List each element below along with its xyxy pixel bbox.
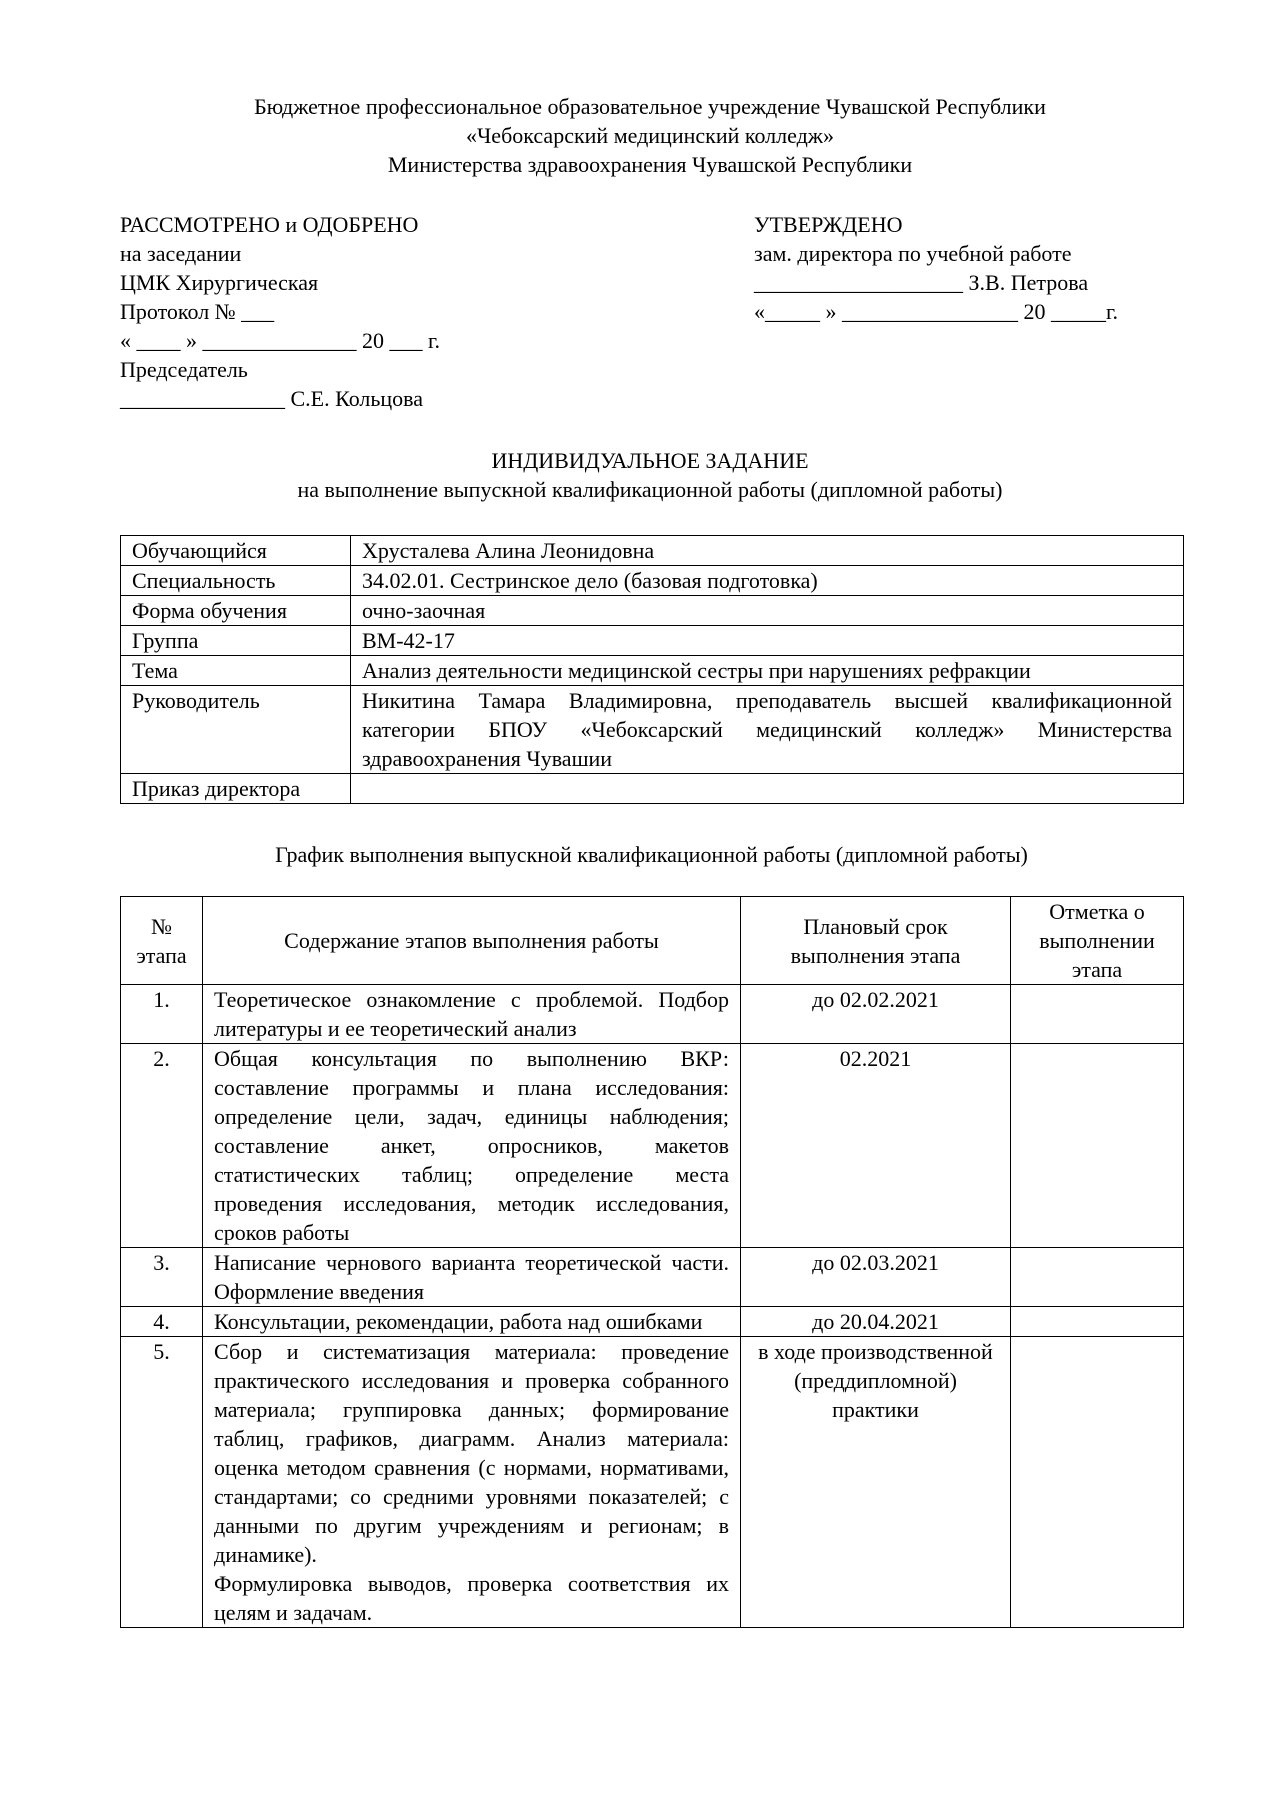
task-title: ИНДИВИДУАЛЬНОЕ ЗАДАНИЕ <box>491 448 809 473</box>
approval-right-title: УТВЕРЖДЕНО <box>754 212 903 237</box>
approval-right-line-3: «_____ » ________________ 20 _____г. <box>754 299 1119 324</box>
info-label: Тема <box>121 656 351 686</box>
stage-number: 3. <box>121 1248 203 1307</box>
info-value: Хрусталева Алина Леонидовна <box>351 536 1184 566</box>
approval-left-line-3: Протокол № ___ <box>120 299 275 324</box>
header-content: Содержание этапов выполнения работы <box>203 897 741 985</box>
schedule-table <box>120 896 1184 1628</box>
approval-block-reviewed <box>120 210 620 413</box>
header-line-2: «Чебоксарский медицинский колледж» <box>466 123 834 148</box>
stage-number: 4. <box>121 1307 203 1337</box>
table-row <box>121 1248 1184 1307</box>
table-row <box>121 566 1184 596</box>
stage-number: 1. <box>121 985 203 1044</box>
stage-deadline: до 02.03.2021 <box>741 1248 1011 1307</box>
student-info-table <box>120 535 1184 804</box>
table-row <box>121 1307 1184 1337</box>
stage-deadline: в ходе производственной (преддипломной) практики <box>741 1337 1011 1628</box>
info-label: Форма обучения <box>121 596 351 626</box>
stage-number: 5. <box>121 1337 203 1628</box>
stage-content: Теоретическое ознакомление с проблемой. Подбор литературы и ее теоретический анализ <box>203 985 741 1044</box>
approval-left-line-4: « ____ » ______________ 20 ___ г. <box>120 328 441 353</box>
table-row <box>121 626 1184 656</box>
info-value: Никитина Тамара Владимировна, преподаватель высшей квалификационной категории БПОУ «Чебоксарский медицинский колледж» Министерства здравоохранения Чувашии <box>351 686 1184 774</box>
stage-mark <box>1011 1307 1184 1337</box>
table-row <box>121 596 1184 626</box>
approval-left-line-2: ЦМК Хирургическая <box>120 270 319 295</box>
approval-left-line-1: на заседании <box>120 241 242 266</box>
table-row <box>121 686 1184 774</box>
stage-content: Сбор и систематизация материала: проведение практического исследования и проверка собранного материала; группировка данных; формирование таблиц, графиков, диаграмм. Анализ материала: оценка методом сравнения (с нормами, нормативами, стандартами; со средними уровнями показателей; с данными по другим учреждениям и регионам; в динамике). <box>214 1339 729 1567</box>
table-row <box>121 774 1184 804</box>
stage-mark <box>1011 1044 1184 1248</box>
stage-mark <box>1011 1248 1184 1307</box>
stage-content: Общая консультация по выполнению ВКР: составление программы и плана исследования: определение цели, задач, единицы наблюдения; составление анкет, опросников, макетов статистических таблиц; определение места проведения исследования, методик исследования, сроков работы <box>203 1044 741 1248</box>
info-label: Обучающийся <box>121 536 351 566</box>
stage-deadline: 02.2021 <box>741 1044 1011 1248</box>
task-heading <box>120 446 1180 504</box>
approval-left-title: РАССМОТРЕНО и ОДОБРЕНО <box>120 212 419 237</box>
approval-left-line-5: Председатель <box>120 357 248 382</box>
table-row <box>121 656 1184 686</box>
stage-content: Консультации, рекомендации, работа над ошибками <box>203 1307 741 1337</box>
stage-content-conclusion: Формулировка выводов, проверка соответствия их целям и задачам. <box>214 1571 729 1625</box>
info-value: очно-заочная <box>351 596 1184 626</box>
table-header-row <box>121 897 1184 985</box>
stage-number: 2. <box>121 1044 203 1248</box>
info-value: Анализ деятельности медицинской сестры при нарушениях рефракции <box>351 656 1184 686</box>
table-row <box>121 536 1184 566</box>
stage-mark <box>1011 985 1184 1044</box>
header-line-1: Бюджетное профессиональное образовательное учреждение Чувашской Республики <box>254 94 1046 119</box>
approval-right-line-2: ___________________ З.В. Петрова <box>754 270 1089 295</box>
approval-left-line-6: _______________ С.Е. Кольцова <box>120 386 424 411</box>
header-completion-mark: Отметка о выполнении этапа <box>1011 897 1184 985</box>
info-label: Группа <box>121 626 351 656</box>
stage-deadline: до 20.04.2021 <box>741 1307 1011 1337</box>
stage-content-cell <box>203 1337 741 1628</box>
table-row <box>121 985 1184 1044</box>
info-label: Приказ директора <box>121 774 351 804</box>
institution-header <box>120 92 1180 179</box>
task-subtitle: на выполнение выпускной квалификационной работы (дипломной работы) <box>297 477 1003 502</box>
table-row <box>121 1337 1184 1628</box>
header-stage-number: № этапа <box>121 897 203 985</box>
stage-deadline: до 02.02.2021 <box>741 985 1011 1044</box>
schedule-title: График выполнения выпускной квалификационной работы (дипломной работы) <box>275 842 1028 867</box>
approval-block-approved <box>754 210 1184 326</box>
info-value <box>351 774 1184 804</box>
info-value: ВМ-42-17 <box>351 626 1184 656</box>
table-row <box>121 1044 1184 1248</box>
header-deadline: Плановый срок выполнения этапа <box>741 897 1011 985</box>
approval-right-line-1: зам. директора по учебной работе <box>754 241 1072 266</box>
info-label: Руководитель <box>121 686 351 774</box>
info-value: 34.02.01. Сестринское дело (базовая подготовка) <box>351 566 1184 596</box>
header-line-3: Министерства здравоохранения Чувашской Республики <box>387 152 913 177</box>
info-label: Специальность <box>121 566 351 596</box>
stage-content: Написание чернового варианта теоретической части. Оформление введения <box>203 1248 741 1307</box>
stage-mark <box>1011 1337 1184 1628</box>
